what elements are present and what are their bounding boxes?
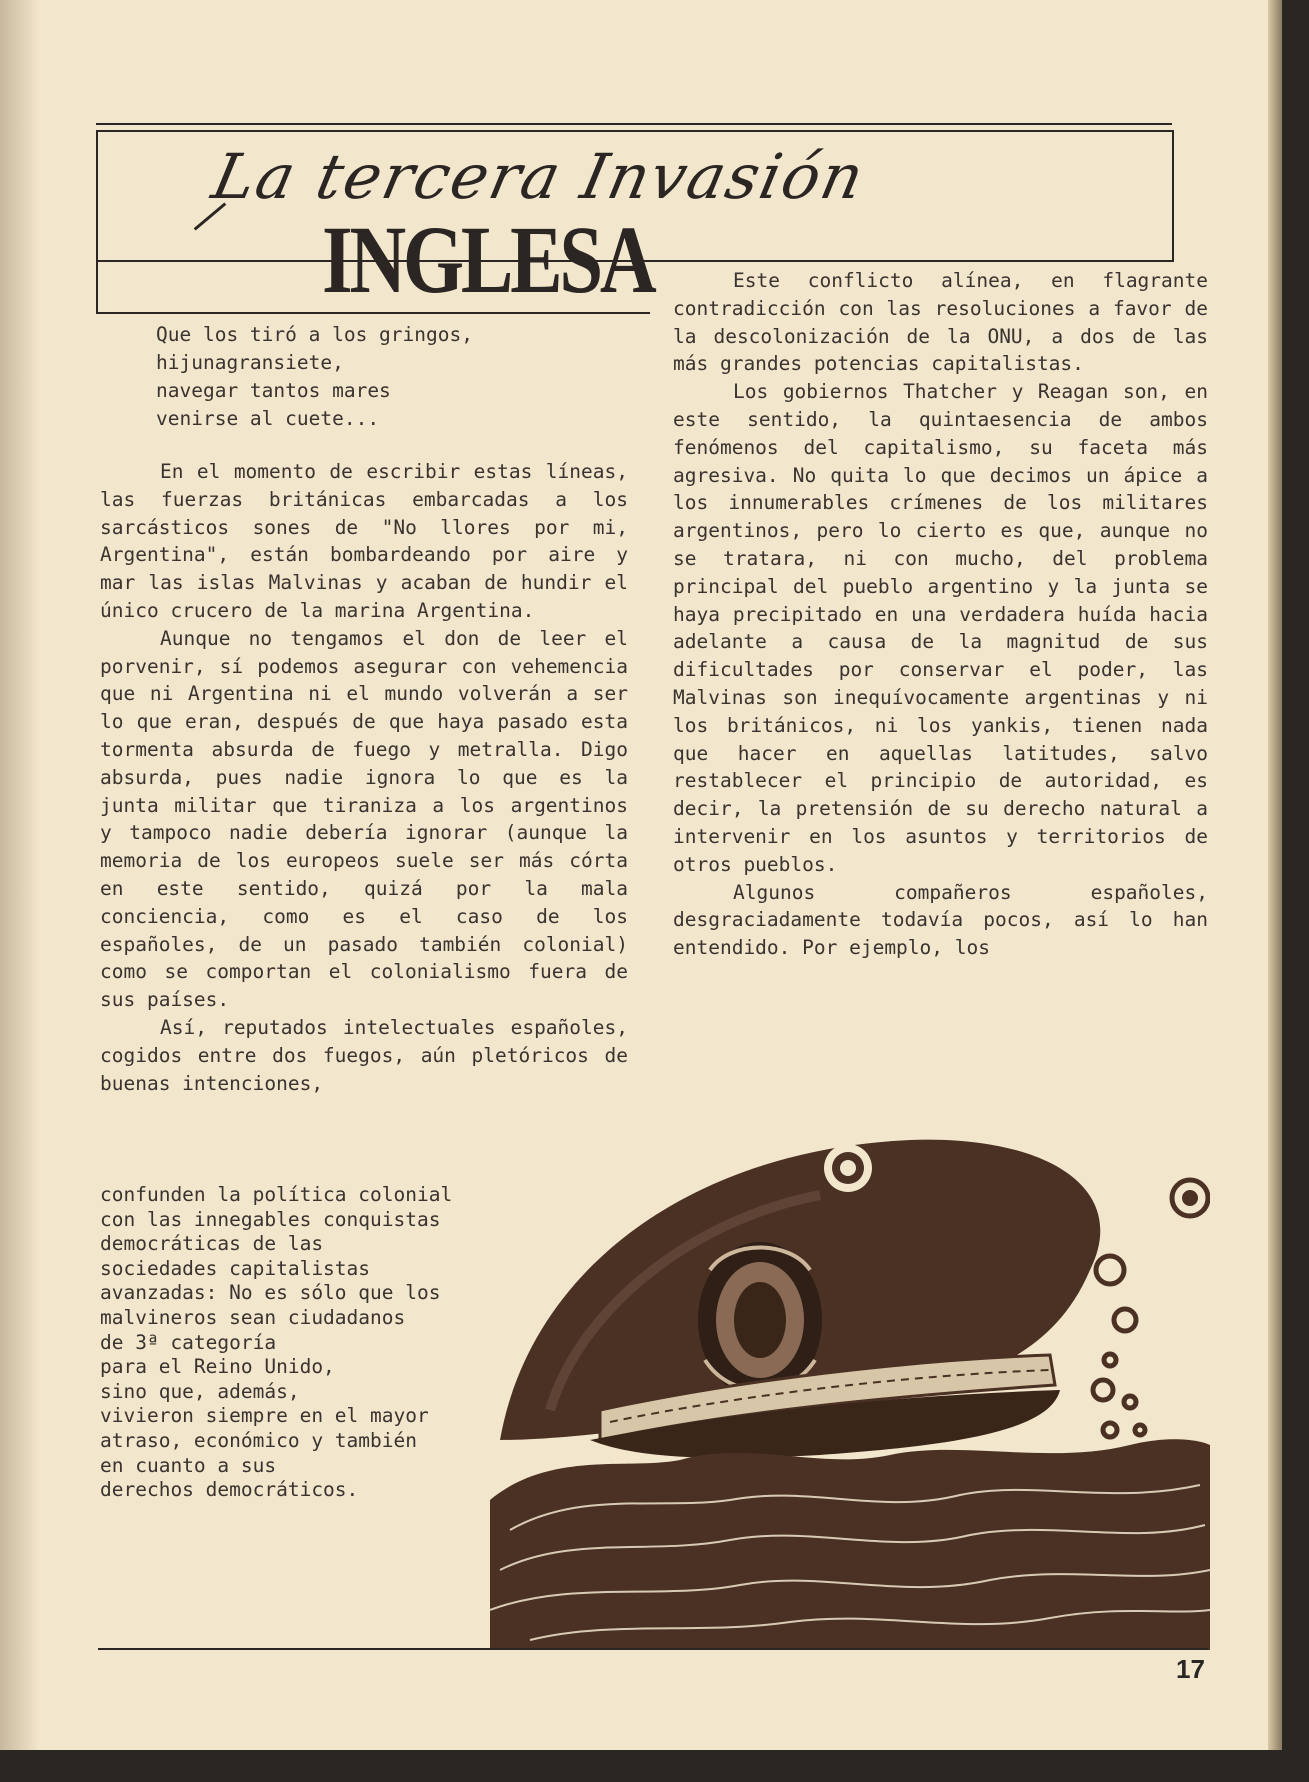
verse-line: Que los tiró a los gringos,	[156, 323, 473, 346]
main-title: INGLESA	[322, 206, 654, 313]
wrap-line: sino que, además,	[100, 1379, 300, 1403]
wrap-line: democráticas de las	[100, 1232, 324, 1256]
wrap-line: atraso, económico y también	[100, 1428, 417, 1452]
wrap-line: derechos democráticos.	[100, 1478, 359, 1502]
wrap-line: vivieron siempre en el mayor	[100, 1404, 429, 1428]
bubbles-icon	[1093, 1256, 1145, 1437]
military-cap-illustration	[490, 1110, 1210, 1650]
wrap-line: malvineros sean ciudadanos	[100, 1305, 406, 1329]
verse-line: navegar tantos mares	[156, 379, 391, 402]
header-top-rule	[96, 123, 1172, 125]
verse-line: hijunagransiete,	[156, 351, 344, 374]
verse	[156, 321, 616, 433]
wrap-line: sociedades capitalistas	[100, 1256, 371, 1280]
right-column	[673, 267, 1208, 962]
publisher-logo-icon	[1172, 1180, 1208, 1216]
page-bottom-background	[0, 1750, 1282, 1782]
page-edge	[1268, 0, 1282, 1782]
paragraph: Aunque no tengamos el don de leer el porvenir, sí podemos asegurar con vehemencia que ni Argentina ni el mundo volverán a ser lo que eran, después de que haya pasado esta tormenta absurda de fuego y metralla. Digo absurda, pues nadie ignora lo que es la junta militar que tiraniza a los argentinos y tampoco nadie debería ignorar (aunque la memoria de los europeos suele ser más córta en este sentido, quizá por la mala conciencia, como es el caso de los españoles, de un pasado también colonial) como se comportan el colonialismo fuera de sus países.	[100, 626, 628, 1012]
left-column	[100, 458, 628, 1097]
paragraph: Los gobiernos Thatcher y Reagan son, en este sentido, la quintaesencia de ambos fenómenos del capitalismo, su faceta más agresiva. No quita lo que decimos un ápice a los innumerables crímenes de los militares argentinos, pero lo cierto es que, aunque no se tratara, ni con mucho, del problema principal del pueblo argentino y la junta se haya precipitado en una verdadera huída hacia adelante a causa de la magnitud de sus dificultades por conservar el poder, las Malvinas son inequívocamente argentinas y ni los británicos, ni los yankis, tienen nada que hacer en aquellas latitudes, salvo restablecer el principio de autoridad, es decir, la pretensión de su derecho natural a intervenir en los asuntos y territorios de otros pueblos.	[673, 380, 1208, 876]
paragraph: Este conflicto alínea, en flagrante contradicción con las resoluciones a favor de la descolonización de la ONU, a dos de las más grandes potencias capitalistas.	[673, 269, 1208, 376]
wrap-line: con las innegables conquistas	[100, 1207, 441, 1231]
paragraph: Algunos compañeros españoles, desgraciadamente todavía pocos, así lo han entendido. Por ejemplo, los	[673, 880, 1208, 960]
paragraph: En el momento de escribir estas líneas, las fuerzas británicas embarcadas a los sarcásticos sones de "No llores por mi, Argentina", están bombardeando por aire y mar las islas Malvinas y acaban de hundir el único crucero de la marina Argentina.	[100, 460, 628, 622]
spine-shadow	[0, 0, 40, 1782]
verse-line: venirse al cuete...	[156, 407, 380, 430]
wrap-line: avanzadas: No es sólo que los	[100, 1281, 441, 1305]
wrap-line: en cuanto a sus	[100, 1453, 277, 1477]
bottom-rule	[98, 1648, 1208, 1650]
script-title: La tercera Invasión	[206, 140, 872, 213]
paragraph: Así, reputados intelectuales españoles, cogidos entre dos fuegos, aún pletóricos de buenas intenciones,	[100, 1015, 628, 1095]
wrap-line: confunden la política colonial	[100, 1183, 453, 1206]
wrap-line: de 3ª categoría	[100, 1330, 277, 1354]
page-number: 17	[1176, 1654, 1205, 1684]
wrap-line: para el Reino Unido,	[100, 1355, 335, 1379]
